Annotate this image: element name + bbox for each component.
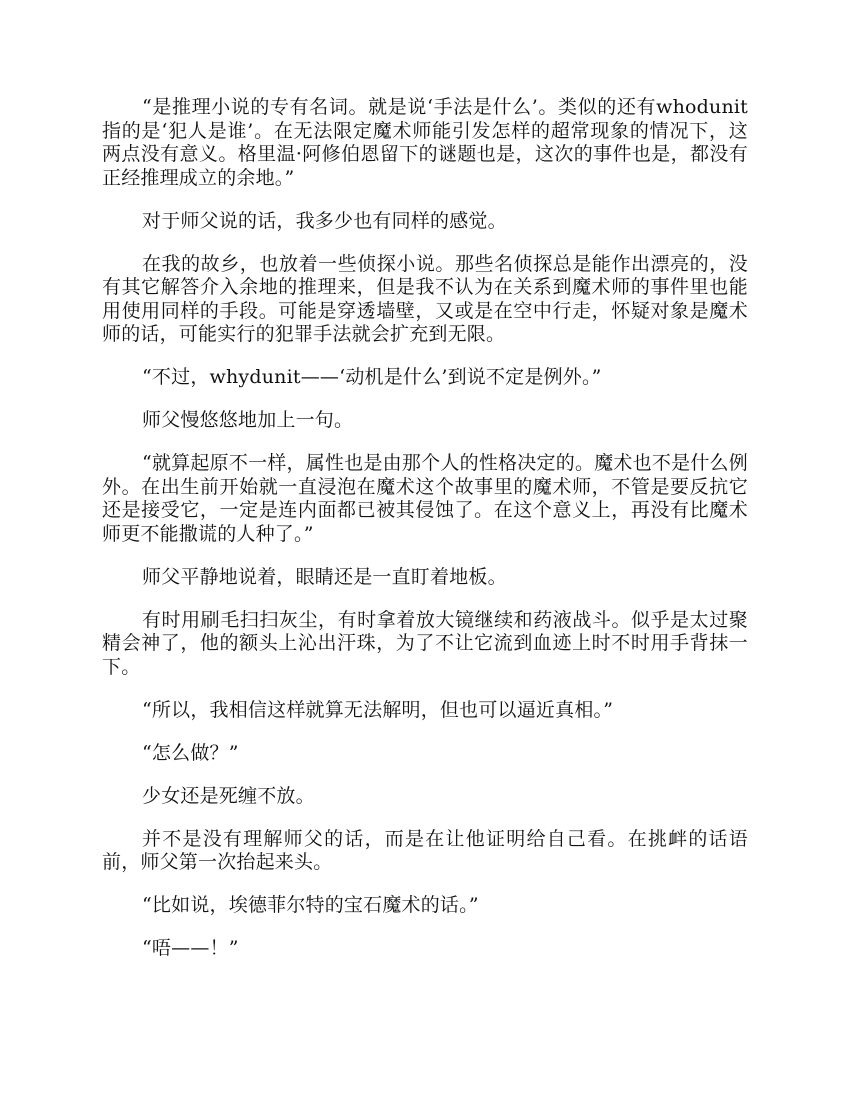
paragraph: 对于师父说的话，我多少也有同样的感觉。 xyxy=(142,209,507,232)
paragraph: 有时用刷毛扫扫灰尘，有时拿着放大镜继续和药液战斗。似乎是太过聚精会神了，他的额头上沁出汗珠，为了不让它流到血迹上时不时用手背抹一下。 xyxy=(102,608,748,678)
paragraph: “不过，whydunit——‘动机是什么’到说不定是例外。” xyxy=(142,366,602,388)
paragraph: 少女还是死缠不放。 xyxy=(142,784,315,807)
paragraph: “所以，我相信这样就算无法解明，但也可以逼近真相。” xyxy=(142,698,614,721)
paragraph: 师父平静地说着，眼睛还是一直盯着地板。 xyxy=(142,565,507,588)
paragraph: 在我的故乡，也放着一些侦探小说。那些名侦探总是能作出漂亮的，没有其它解答介入余地的推理来，但是我不认为在关系到魔术师的事件里也能用使用同样的手段。可能是穿透墙壁，又或是在空中行走，怀疑对象是魔术师的话，可能实行的犯罪手法就会扩充到无限。 xyxy=(102,252,748,345)
paragraph: 并不是没有理解师父的话，而是在让他证明给自己看。在挑衅的话语前，师父第一次抬起来头。 xyxy=(102,827,748,873)
paragraph: “比如说，埃德菲尔特的宝石魔术的话。” xyxy=(142,894,479,916)
paragraph: “唔——！” xyxy=(142,937,239,959)
paragraph: “怎么做？” xyxy=(142,741,239,764)
paragraph: “就算起原不一样，属性也是由那个人的性格决定的。魔术也不是什么例外。在出生前开始就一直浸泡在魔术这个故事里的魔术师，不管是要反抗它还是接受它，一定是连内面都已被其侵蚀了。在这个意义上，再没有比魔术师更不能撒谎的人种了。” xyxy=(102,452,748,545)
paragraph: “是推理小说的专有名词。就是说‘手法是什么’。类似的还有whodunit指的是‘犯人是谁’。在无法限定魔术师能引发怎样的超常现象的情况下，这两点没有意义。格里温·阿修伯恩留下的谜题也是，这次的事件也是，都没有正经推理成立的余地。” xyxy=(102,96,748,189)
paragraph: 师父慢悠悠地加上一句。 xyxy=(142,409,354,431)
document-body xyxy=(102,96,748,980)
